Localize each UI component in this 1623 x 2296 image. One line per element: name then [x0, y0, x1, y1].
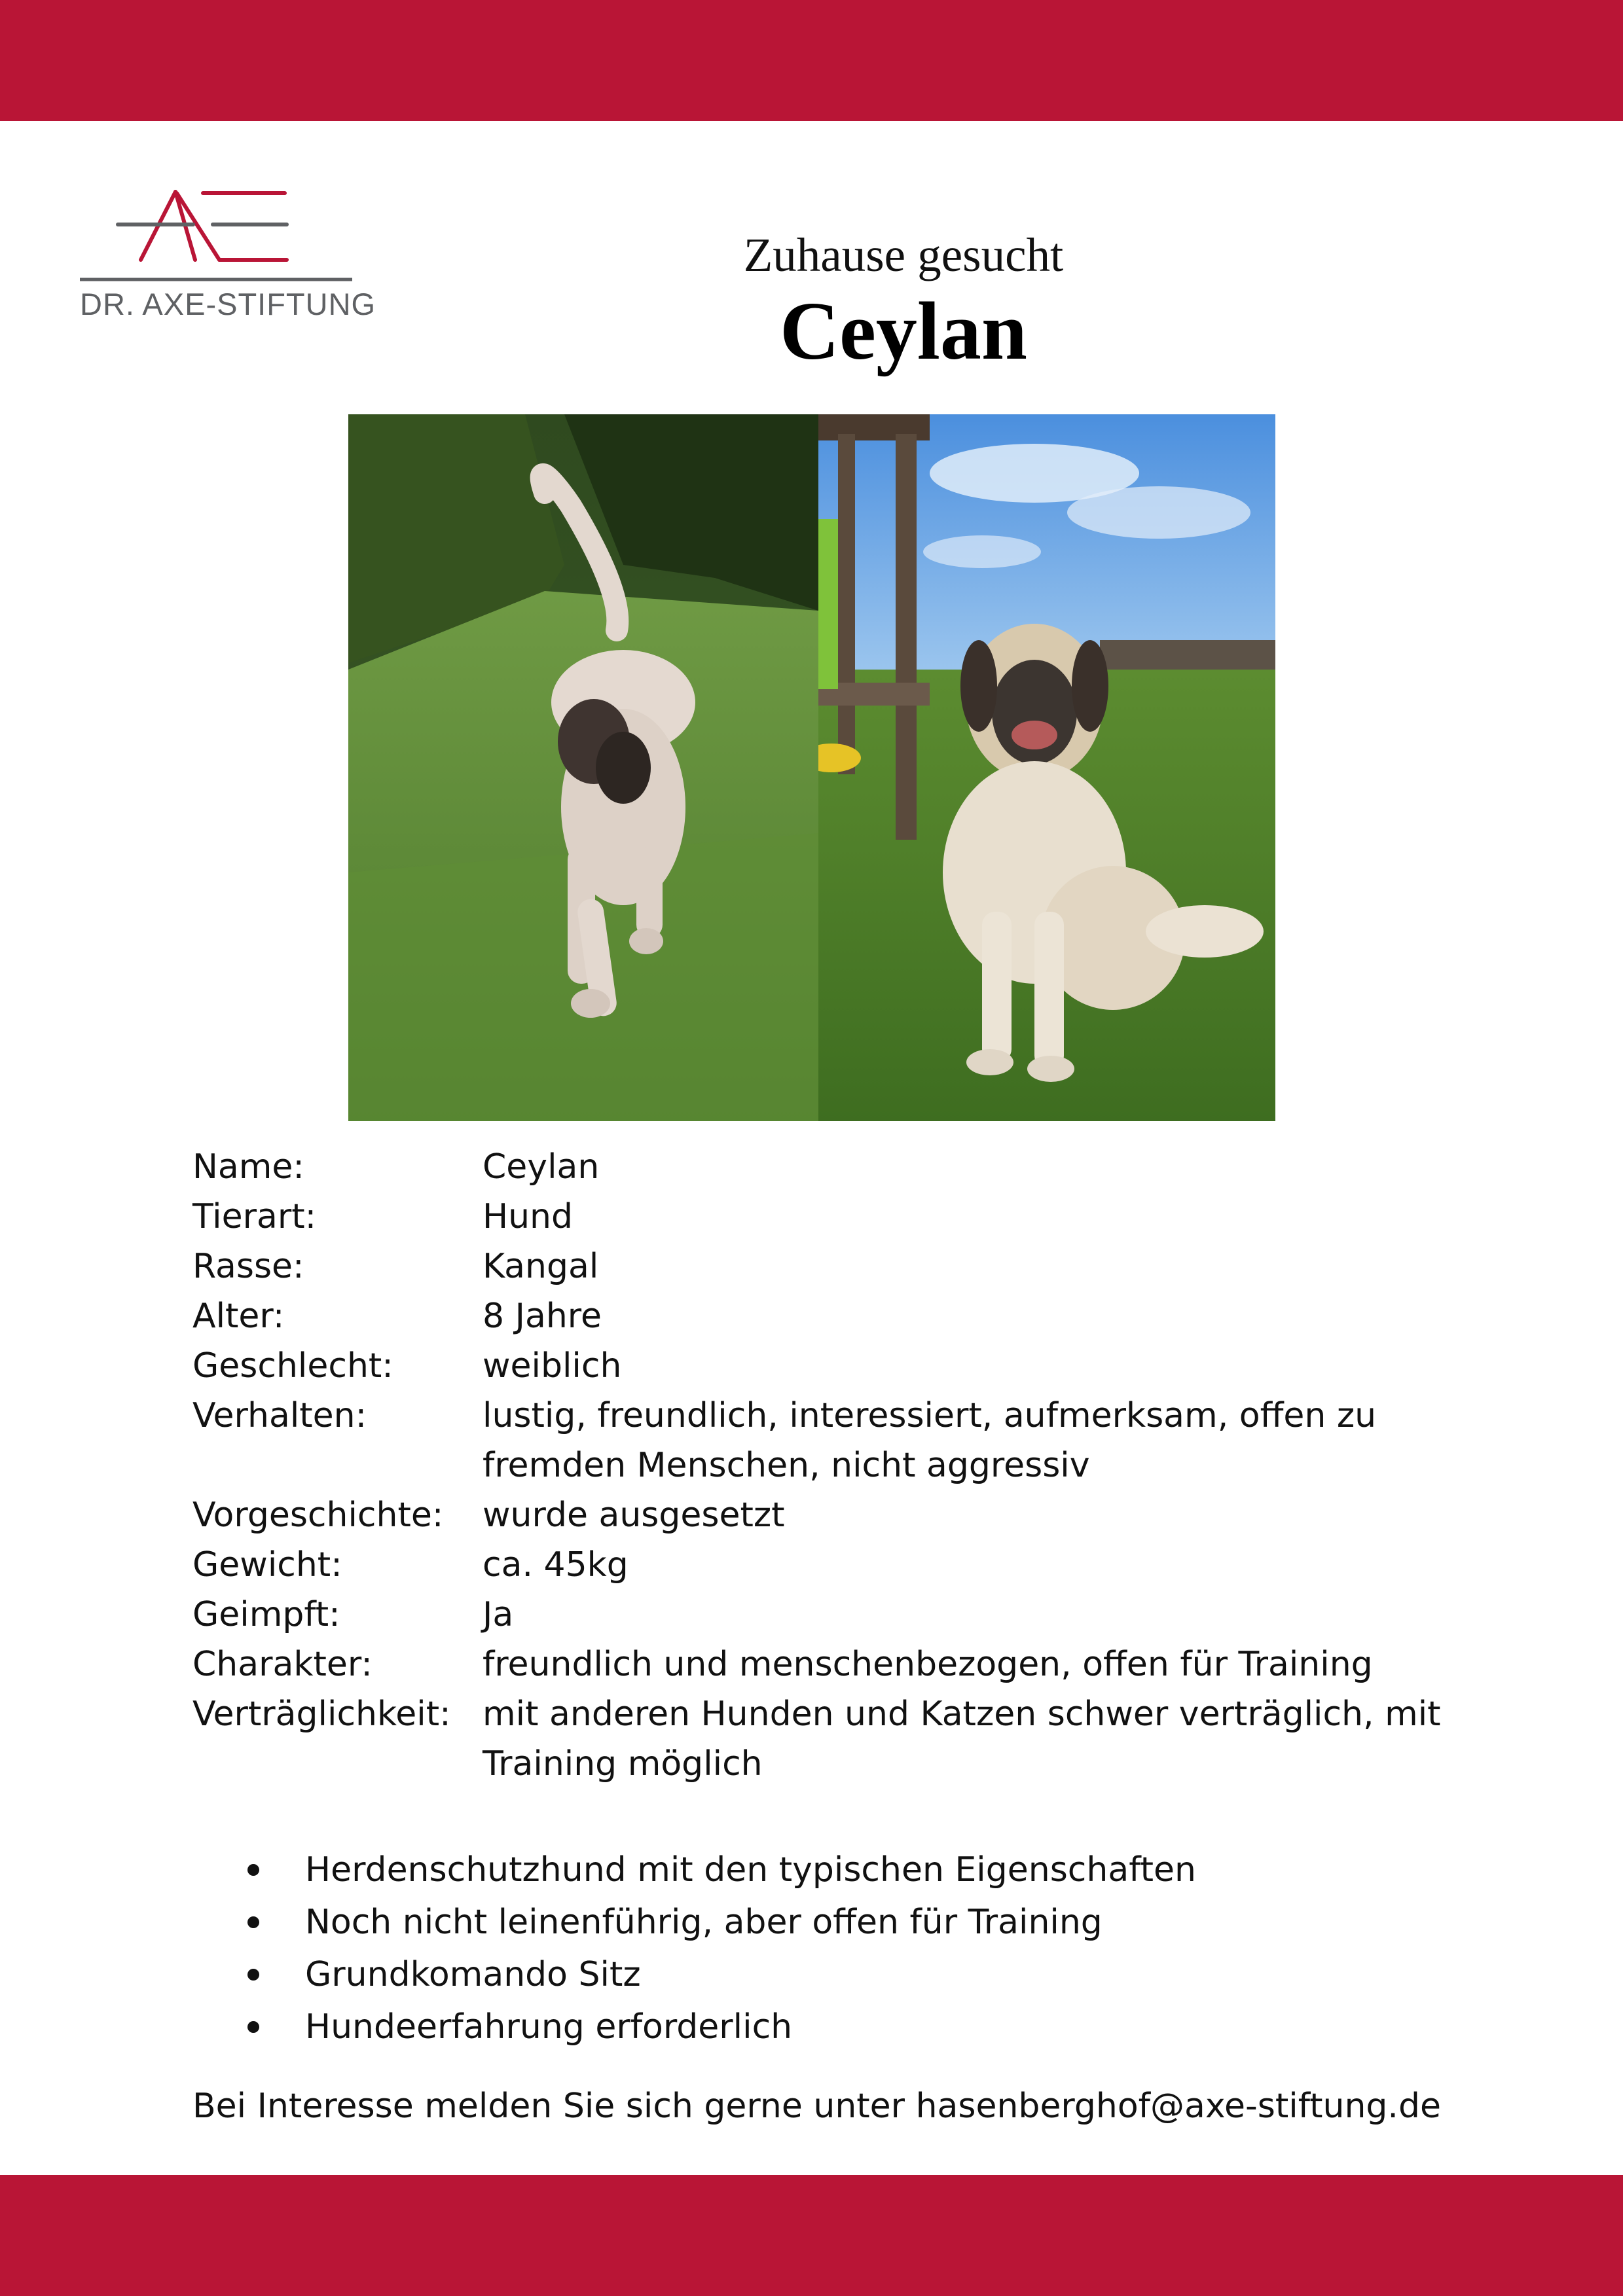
- fact-row-age: [192, 1291, 1502, 1341]
- fact-label: Vorgeschichte:: [192, 1496, 444, 1535]
- bullet-icon: [247, 2021, 259, 2033]
- bullet-icon: [247, 1969, 259, 1981]
- bullet-icon: [247, 1916, 259, 1928]
- list-item-text: Noch nicht leinenführig, aber offen für Training: [305, 1903, 1103, 1942]
- list-item-text: Hundeerfahrung erforderlich: [305, 2007, 793, 2047]
- fact-value: weiblich: [483, 1346, 622, 1386]
- contact-text: Bei Interesse melden Sie sich gerne unter hasenberghof@axe-stiftung.de: [192, 2087, 1441, 2126]
- fact-value: Ceylan: [483, 1147, 600, 1187]
- fact-label: Gewicht:: [192, 1545, 342, 1585]
- fact-label: Charakter:: [192, 1645, 373, 1684]
- fact-label: Verträglichkeit:: [192, 1695, 451, 1734]
- fact-row-character: [192, 1640, 1502, 1689]
- list-item: [242, 1948, 1486, 2001]
- fact-value: freundlich und menschenbezogen, offen für Training: [483, 1645, 1373, 1684]
- animal-facts-table: [192, 1142, 1502, 1789]
- fact-value: Hund: [483, 1197, 574, 1236]
- fact-label: Geschlecht:: [192, 1346, 393, 1386]
- list-item: [242, 2001, 1486, 2053]
- list-item: [242, 1896, 1486, 1948]
- fact-row-weight: [192, 1540, 1502, 1590]
- fact-row-vaccinated: [192, 1590, 1502, 1640]
- dog-walking-photo: [348, 414, 818, 1121]
- bottom-color-band: [0, 2175, 1623, 2296]
- list-item-text: Herdenschutzhund mit den typischen Eigenschaften: [305, 1850, 1196, 1890]
- fact-row-breed: [192, 1242, 1502, 1291]
- fact-label: Geimpft:: [192, 1595, 340, 1634]
- list-item: [242, 1844, 1486, 1896]
- fact-row-behavior: [192, 1391, 1502, 1490]
- fact-label: Name:: [192, 1147, 304, 1187]
- fact-value: 8 Jahre: [483, 1297, 602, 1336]
- list-item-text: Grundkomando Sitz: [305, 1955, 641, 1994]
- bullet-icon: [247, 1864, 259, 1876]
- page-subtitle: Zuhause gesucht: [743, 228, 1064, 281]
- dog-sitting-photo: [818, 414, 1275, 1121]
- fact-row-compatibility: [192, 1689, 1502, 1789]
- fact-row-history: [192, 1490, 1502, 1540]
- fact-label: Tierart:: [192, 1197, 317, 1236]
- fact-value: Ja: [483, 1595, 514, 1634]
- fact-label: Alter:: [192, 1297, 285, 1336]
- fact-row-name: [192, 1142, 1502, 1192]
- fact-value: ca. 45kg: [483, 1545, 629, 1585]
- fact-value: mit anderen Hunden und Katzen schwer verträglich, mit Training möglich: [483, 1695, 1441, 1784]
- page-title: Ceylan: [780, 286, 1027, 377]
- fact-row-species: [192, 1192, 1502, 1242]
- fact-value: Kangal: [483, 1247, 599, 1286]
- fact-value: wurde ausgesetzt: [483, 1496, 785, 1535]
- notes-list: [242, 1844, 1486, 2053]
- logo-text: DR. AXE-STIFTUNG: [80, 287, 376, 321]
- top-color-band: [0, 0, 1623, 121]
- fact-value: lustig, freundlich, interessiert, aufmerksam, offen zu fremden Menschen, nicht aggressiv: [483, 1396, 1377, 1485]
- fact-label: Verhalten:: [192, 1396, 367, 1435]
- fact-row-sex: [192, 1341, 1502, 1391]
- fact-label: Rasse:: [192, 1247, 304, 1286]
